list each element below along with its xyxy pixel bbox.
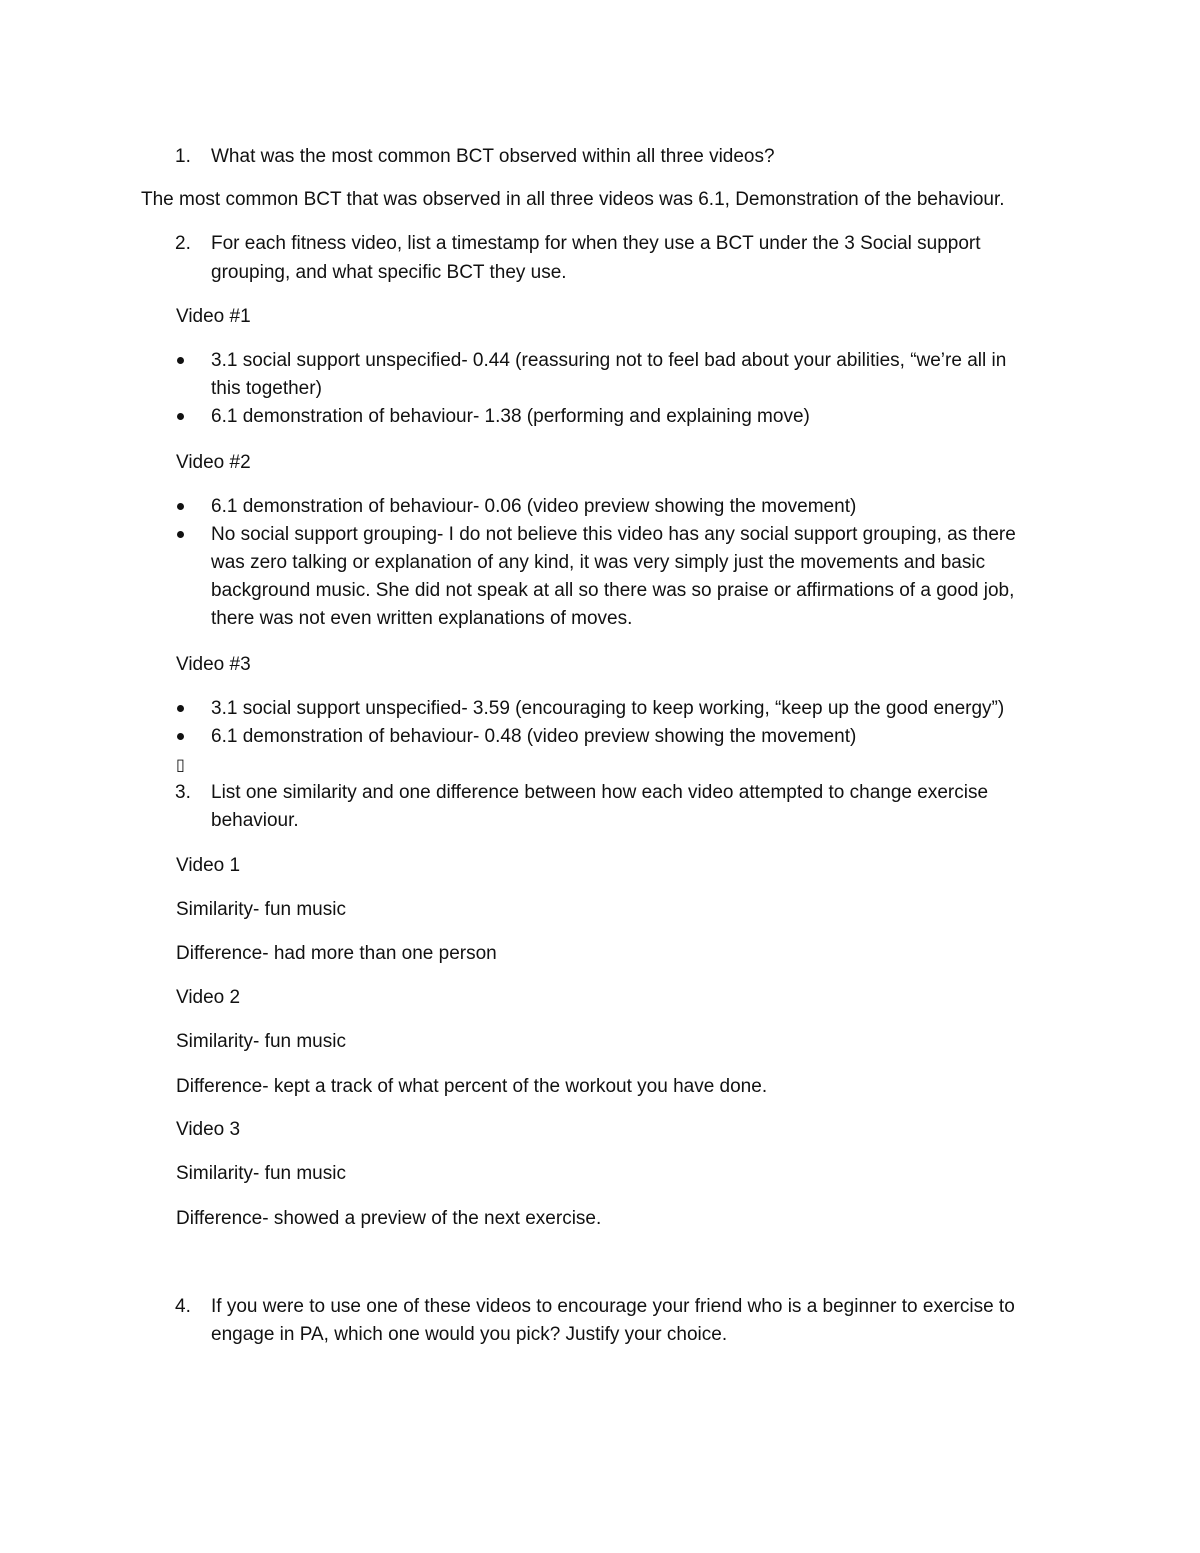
video1-item1-line1: 3.1 social support unspecified- 0.44 (reassuring not to feel bad about your abilities, “we’re all in <box>211 350 1007 371</box>
q4-question-line2: engage in PA, which one would you pick? Justify your choice. <box>211 1324 728 1345</box>
q3-video2-similarity: Similarity- fun music <box>176 1031 346 1052</box>
bullet-icon <box>177 357 184 364</box>
q2-question-line2: grouping, and what specific BCT they use. <box>211 262 567 283</box>
bullet-icon <box>177 531 184 538</box>
q3-video3-similarity: Similarity- fun music <box>176 1163 346 1184</box>
q3-video1-difference: Difference- had more than one person <box>176 943 497 964</box>
video2-item2-line1: No social support grouping- I do not believe this video has any social support grouping, as there <box>211 524 1016 545</box>
q2-question-line1: For each fitness video, list a timestamp for when they use a BCT under the 3 Social support <box>211 233 981 254</box>
video2-heading: Video #2 <box>176 452 251 473</box>
q3-video2-difference: Difference- kept a track of what percent of the workout you have done. <box>176 1076 768 1097</box>
q3-question-line1: List one similarity and one difference between how each video attempted to change exercise <box>211 782 989 803</box>
video3-item1-line1: 3.1 social support unspecified- 3.59 (encouraging to keep working, “keep up the good energy”) <box>211 698 1005 719</box>
video2-item2-line3: background music. She did not speak at all so there was so praise or affirmations of a good job, <box>211 580 1015 601</box>
bullet-icon <box>177 503 184 510</box>
video1-heading: Video #1 <box>176 306 251 327</box>
bullet-icon <box>177 705 184 712</box>
q1-answer: The most common BCT that was observed in all three videos was 6.1, Demonstration of the behaviour. <box>141 189 1005 210</box>
video3-item2-line1: 6.1 demonstration of behaviour- 0.48 (video preview showing the movement) <box>211 726 857 747</box>
q3-video3-difference: Difference- showed a preview of the next exercise. <box>176 1208 602 1229</box>
q1-question: What was the most common BCT observed within all three videos? <box>211 146 775 167</box>
video1-item2-line1: 6.1 demonstration of behaviour- 1.38 (performing and explaining move) <box>211 406 810 427</box>
q1-number: 1. <box>175 146 191 167</box>
q3-video2-heading: Video 2 <box>176 987 241 1008</box>
video1-item1-line2: this together) <box>211 378 322 399</box>
bullet-icon <box>177 733 184 740</box>
q3-video1-heading: Video 1 <box>176 855 241 876</box>
q3-video1-similarity: Similarity- fun music <box>176 899 346 920</box>
q3-video3-heading: Video 3 <box>176 1119 241 1140</box>
q4-question-line1: If you were to use one of these videos to encourage your friend who is a beginner to exercise to <box>211 1296 1015 1317</box>
q3-question-line2: behaviour. <box>211 810 299 831</box>
video3-heading: Video #3 <box>176 654 251 675</box>
missing-glyph-icon: ▯ <box>176 755 185 774</box>
video2-item2-line2: was zero talking or explanation of any kind, it was very simply just the movements and basic <box>211 552 986 573</box>
q3-number: 3. <box>175 782 191 803</box>
video2-item2-line4: there was not even written explanations of moves. <box>211 608 633 629</box>
q2-number: 2. <box>175 233 191 254</box>
video2-item1-line1: 6.1 demonstration of behaviour- 0.06 (video preview showing the movement) <box>211 496 857 517</box>
bullet-icon <box>177 413 184 420</box>
q4-number: 4. <box>175 1296 191 1317</box>
